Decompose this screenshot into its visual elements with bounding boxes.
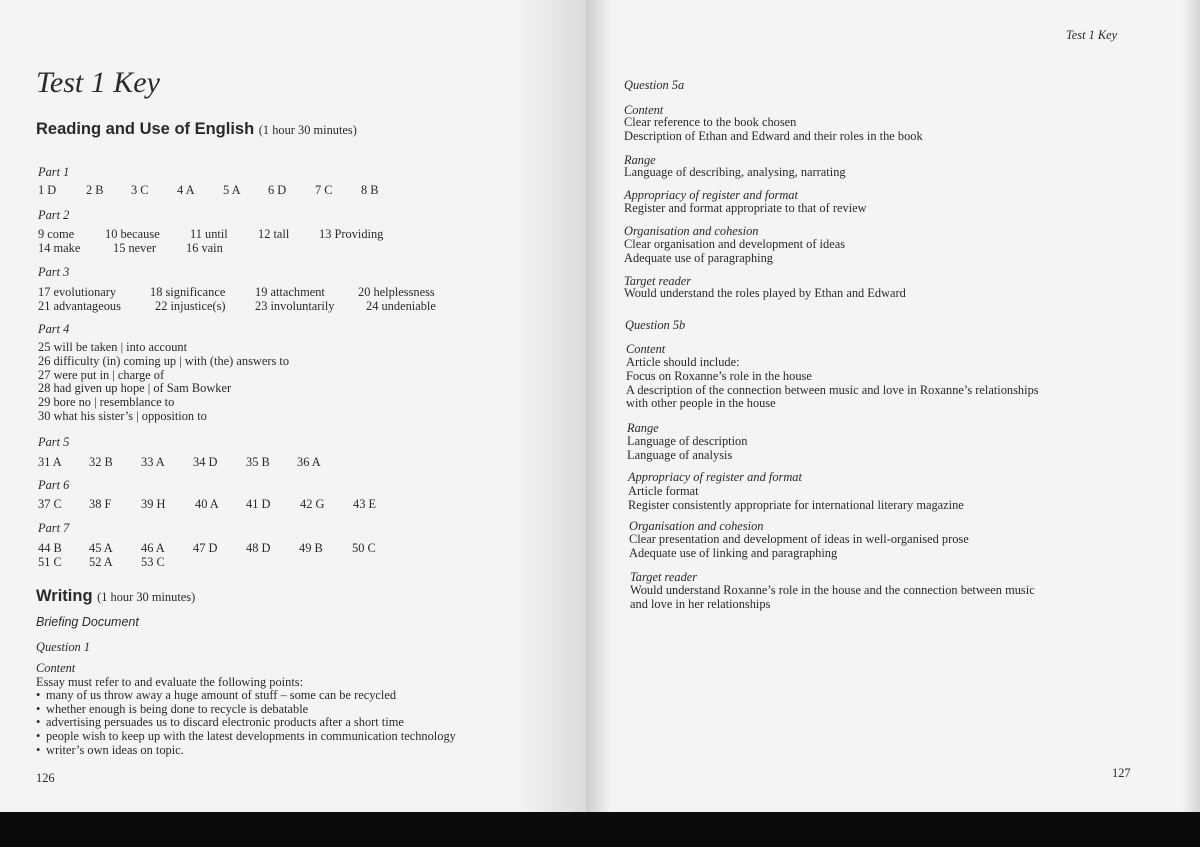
question1-label: Question 1 (36, 640, 91, 654)
part4-answers (38, 341, 289, 424)
text-line: Language of analysis (627, 447, 733, 462)
answer: 13 Providing (319, 227, 384, 241)
text-line: Article should include: (626, 355, 740, 369)
text-line: Register and format appropriate to that of review (624, 201, 867, 215)
q5b-content-lines (626, 356, 1039, 411)
answer: 34 D (193, 455, 218, 469)
q5a-range-lines (624, 166, 846, 180)
gutter-shadow (586, 0, 612, 812)
answer: 44 B (38, 541, 62, 555)
content-label: Content (36, 661, 76, 675)
answer: 35 B (246, 455, 270, 469)
answer: 33 A (141, 455, 165, 469)
text-line: Would understand the roles played by Ethan and Edward (624, 286, 906, 300)
part4-label: Part 4 (38, 322, 70, 336)
question5a-label: Question 5a (624, 78, 685, 92)
answer: 32 B (89, 455, 113, 469)
part3-row2 (38, 299, 458, 314)
answer: 15 never (113, 241, 157, 255)
page-title: Test 1 Key (36, 66, 160, 99)
q5b-register-heading: Appropriacy of register and format (628, 470, 802, 484)
list-item: • writer’s own ideas on topic. (36, 744, 456, 758)
left-page (0, 0, 586, 812)
q5b-content-heading: Content (626, 342, 666, 356)
q5b-organisation-heading: Organisation and cohesion (629, 519, 764, 533)
answer: 14 make (38, 241, 81, 255)
reading-heading-text: Reading and Use of English (36, 120, 255, 138)
answer: 53 C (141, 555, 165, 569)
list-item: • advertising persuades us to discard electronic products after a short time (36, 716, 456, 730)
answer: 9 come (38, 227, 75, 241)
answer: 37 C (38, 497, 62, 511)
answer-line: 25 will be taken | into account (38, 340, 188, 354)
part2-row1 (38, 227, 438, 242)
q5b-target-lines (630, 584, 1035, 612)
answer: 5 A (223, 183, 241, 197)
part2-label: Part 2 (38, 208, 70, 222)
running-head: Test 1 Key (1066, 28, 1118, 42)
answer: 43 E (353, 497, 377, 511)
part3-row1 (38, 285, 458, 300)
answer: 40 A (195, 497, 219, 511)
part3-label: Part 3 (38, 265, 70, 279)
answer: 24 undeniable (366, 299, 436, 313)
part5-label: Part 5 (38, 435, 70, 449)
q5a-organisation-heading: Organisation and cohesion (624, 224, 759, 238)
q5b-range-lines (627, 435, 747, 463)
answer: 8 B (361, 183, 379, 197)
q5a-target-lines (624, 287, 906, 301)
answer: 51 C (38, 555, 62, 569)
answer: 20 helplessness (358, 285, 435, 299)
part7-row2 (38, 555, 438, 570)
text-line: A description of the connection between music and love in Roxanne’s relationships (626, 382, 1039, 397)
answer: 4 A (177, 183, 195, 197)
text-line: Register consistently appropriate for international literary magazine (628, 497, 964, 512)
answer: 47 D (193, 541, 218, 555)
text-line: with other people in the house (626, 396, 776, 411)
right-page (586, 0, 1200, 812)
list-item: • many of us throw away a huge amount of stuff – some can be recycled (36, 689, 456, 703)
answer: 6 D (268, 183, 287, 197)
q5a-content-heading: Content (624, 103, 664, 117)
part6-label: Part 6 (38, 478, 70, 492)
answer-line: 28 had given up hope | of Sam Bowker (38, 381, 232, 396)
answer: 49 B (299, 541, 323, 555)
text-line: and love in her relationships (630, 596, 771, 611)
part2-row2 (38, 241, 438, 256)
text-line: Language of description (627, 434, 748, 448)
answer: 48 D (246, 541, 271, 555)
answer-line: 27 were put in | charge of (38, 367, 165, 382)
list-item: • people wish to keep up with the latest developments in communication technology (36, 730, 456, 744)
answer: 17 evolutionary (38, 285, 117, 299)
reading-heading (36, 120, 357, 139)
q5a-organisation-lines (624, 238, 845, 266)
q5a-register-lines (624, 202, 867, 216)
answer: 2 B (86, 183, 104, 197)
briefing-document-label: Briefing Document (36, 615, 139, 629)
answer: 38 F (89, 497, 112, 511)
answer: 39 H (141, 497, 166, 511)
writing-heading-text: Writing (36, 587, 93, 605)
writing-duration: (1 hour 30 minutes) (97, 590, 196, 604)
q5b-register-lines (628, 485, 964, 513)
answer: 46 A (141, 541, 165, 555)
text-line: Article format (628, 484, 699, 498)
q5a-target-heading: Target reader (624, 274, 692, 288)
writing-heading (36, 587, 195, 606)
q5b-range-heading: Range (627, 421, 659, 435)
answer: 16 vain (186, 241, 223, 255)
answer: 7 C (315, 183, 333, 197)
answer-line: 30 what his sister’s | opposition to (38, 408, 207, 423)
answer: 23 involuntarily (255, 299, 335, 313)
answer: 1 D (38, 183, 57, 197)
part1-answers (38, 183, 438, 198)
essay-intro: Essay must refer to and evaluate the following points: (36, 675, 304, 689)
answer: 45 A (89, 541, 113, 555)
answer: 50 C (352, 541, 376, 555)
text-line: Adequate use of linking and paragraphing (629, 545, 838, 560)
answer: 52 A (89, 555, 113, 569)
gutter-shadow (516, 0, 586, 812)
q5b-target-heading: Target reader (630, 570, 698, 584)
page-number: 126 (36, 771, 55, 785)
reading-duration: (1 hour 30 minutes) (258, 123, 357, 137)
answer-line: 29 bore no | resemblance to (38, 395, 175, 410)
text-line: Clear organisation and development of ideas (624, 237, 846, 251)
page-number: 127 (1112, 766, 1131, 780)
answer: 3 C (131, 183, 149, 197)
question5b-label: Question 5b (625, 318, 686, 332)
answer: 11 until (190, 227, 228, 241)
answer: 22 injustice(s) (155, 299, 226, 313)
text-line: Clear presentation and development of ideas in well-organised prose (629, 532, 969, 546)
q5a-range-heading: Range (624, 153, 656, 167)
text-line: Description of Ethan and Edward and their roles in the book (624, 128, 923, 143)
text-line: Adequate use of paragraphing (624, 250, 773, 265)
q5a-register-heading: Appropriacy of register and format (624, 188, 798, 202)
text-line: Clear reference to the book chosen (624, 115, 797, 129)
answer: 18 significance (150, 285, 226, 299)
text-line: Would understand Roxanne’s role in the house and the connection between music (630, 583, 1035, 597)
q5a-content-lines (624, 116, 923, 144)
part5-answers (38, 455, 438, 470)
answer-line: 26 difficulty (in) coming up | with (the) answers to (38, 353, 290, 368)
answer: 42 G (300, 497, 325, 511)
part6-answers (38, 497, 438, 512)
answer: 19 attachment (255, 285, 325, 299)
part7-label: Part 7 (38, 521, 70, 535)
essay-points (36, 689, 456, 758)
list-item: • whether enough is being done to recycle is debatable (36, 703, 456, 717)
answer: 41 D (246, 497, 271, 511)
text-line: Focus on Roxanne’s role in the house (626, 368, 812, 383)
answer: 21 advantageous (38, 299, 121, 313)
page-edge-shadow (1182, 0, 1200, 812)
part1-label: Part 1 (38, 165, 70, 179)
text-line: Language of describing, analysing, narrating (624, 165, 846, 179)
answer: 12 tall (258, 227, 290, 241)
answer: 31 A (38, 455, 62, 469)
part7-row1 (38, 541, 438, 556)
answer: 10 because (105, 227, 160, 241)
q5b-organisation-lines (629, 533, 969, 561)
answer: 36 A (297, 455, 321, 469)
